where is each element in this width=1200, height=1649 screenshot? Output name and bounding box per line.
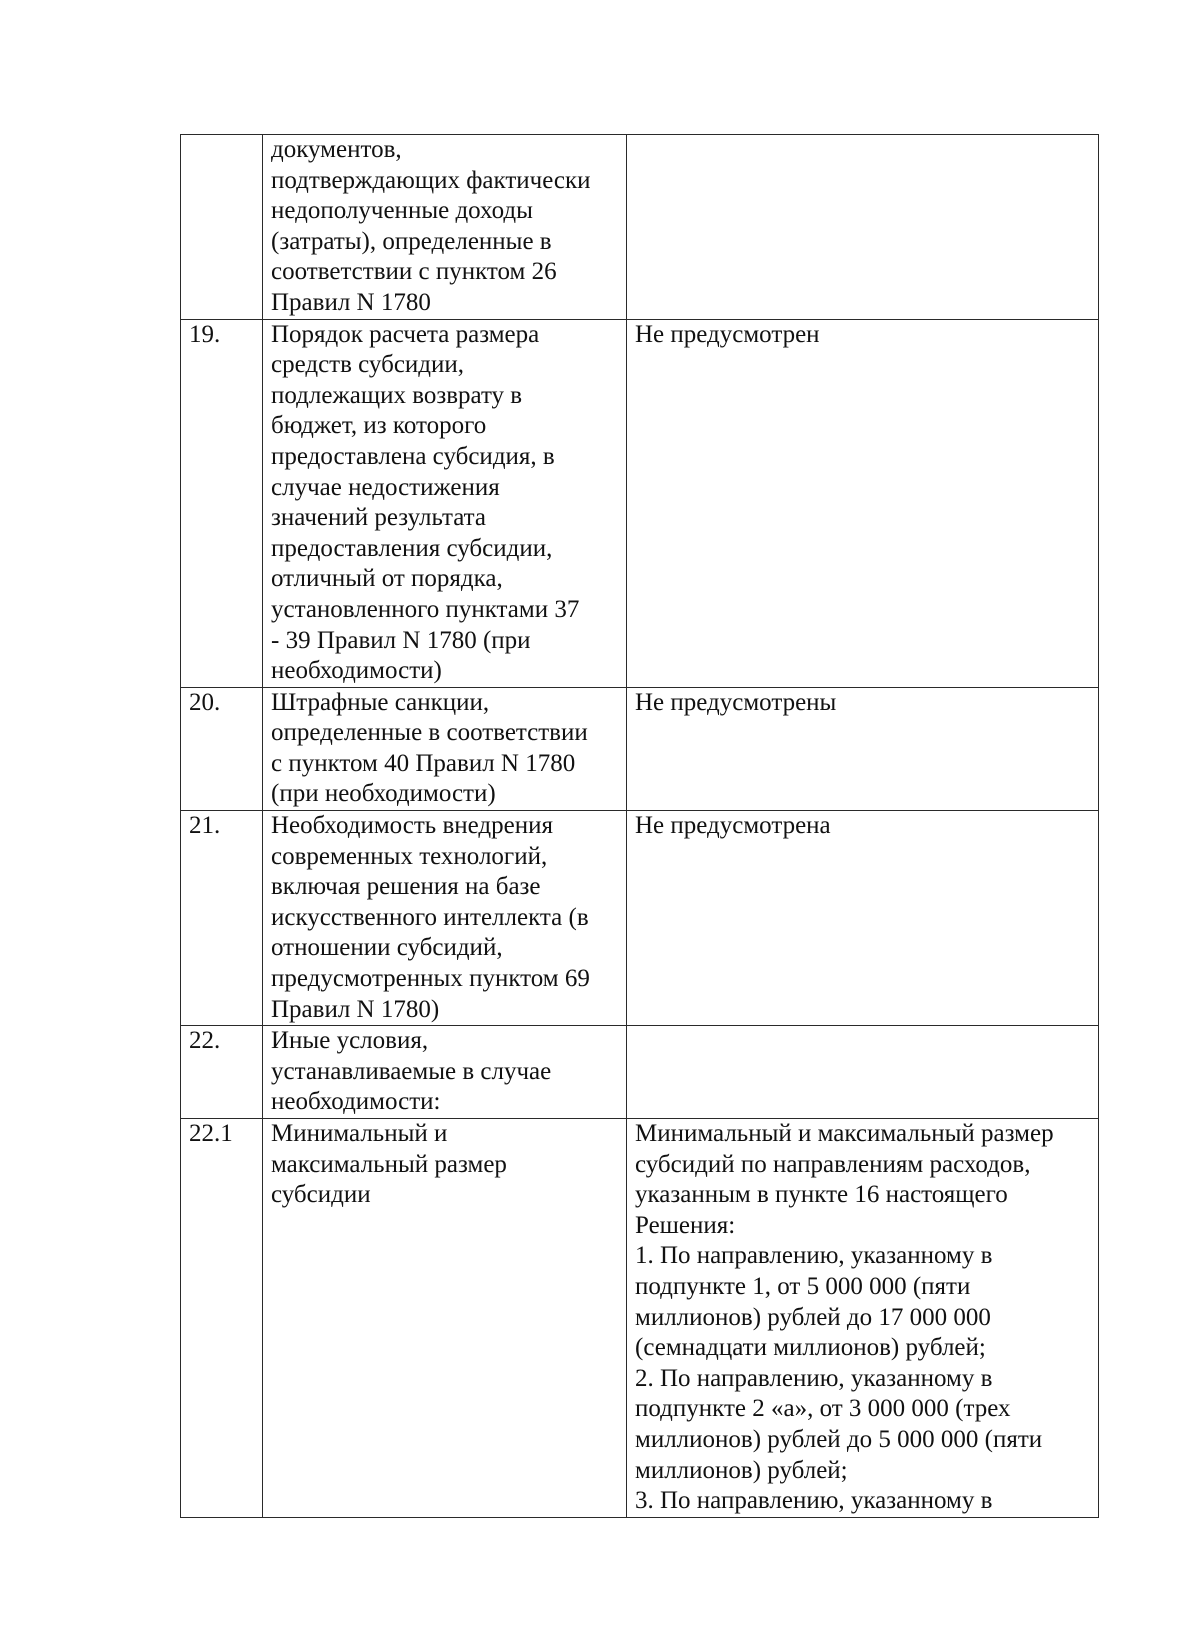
- row-value: [627, 1026, 1099, 1119]
- table-row: [181, 1119, 1099, 1518]
- row-number: 19.: [181, 319, 263, 687]
- table-row: [181, 687, 1099, 810]
- row-number: 21.: [181, 811, 263, 1026]
- table-row: [181, 1026, 1099, 1119]
- row-number: [181, 135, 263, 320]
- row-name: документов, подтверждающих фактически недополученные доходы (затраты), определенные в соответствии с пунктом 26 Правил N 1780: [263, 135, 627, 320]
- conditions-table: [180, 134, 1099, 1518]
- row-name: Иные условия, устанавливаемые в случае необходимости:: [263, 1026, 627, 1119]
- row-value: Не предусмотрены: [627, 687, 1099, 810]
- row-value: Не предусмотрен: [627, 319, 1099, 687]
- row-value: [627, 135, 1099, 320]
- row-name: Необходимость внедрения современных технологий, включая решения на базе искусственного интеллекта (в отношении субсидий, предусмотренных пунктом 69 Правил N 1780): [263, 811, 627, 1026]
- row-value: Минимальный и максимальный размер субсидий по направлениям расходов, указанным в пункте 16 настоящего Решения: 1. По направлению, указанному в подпункте 1, от 5 000 000 (пяти миллионов) рублей до 17 000 000 (семнадцати миллионов) рублей; 2. По направлению, указанному в подпункте 2 «а», от 3 000 000 (трех миллионов) рублей до 5 000 000 (пяти миллионов) рублей; 3. По направлению, указанному в: [627, 1119, 1099, 1518]
- table-row: [181, 811, 1099, 1026]
- row-number: 22.1: [181, 1119, 263, 1518]
- row-number: 20.: [181, 687, 263, 810]
- table-row: [181, 319, 1099, 687]
- table-row: [181, 135, 1099, 320]
- row-name: Минимальный и максимальный размер субсидии: [263, 1119, 627, 1518]
- row-name: Штрафные санкции, определенные в соответствии с пунктом 40 Правил N 1780 (при необходимости): [263, 687, 627, 810]
- row-value: Не предусмотрена: [627, 811, 1099, 1026]
- row-name: Порядок расчета размера средств субсидии, подлежащих возврату в бюджет, из которого предоставлена субсидия, в случае недостижения значений результата предоставления субсидии, отличный от порядка, установленного пунктами 37 - 39 Правил N 1780 (при необходимости): [263, 319, 627, 687]
- row-number: 22.: [181, 1026, 263, 1119]
